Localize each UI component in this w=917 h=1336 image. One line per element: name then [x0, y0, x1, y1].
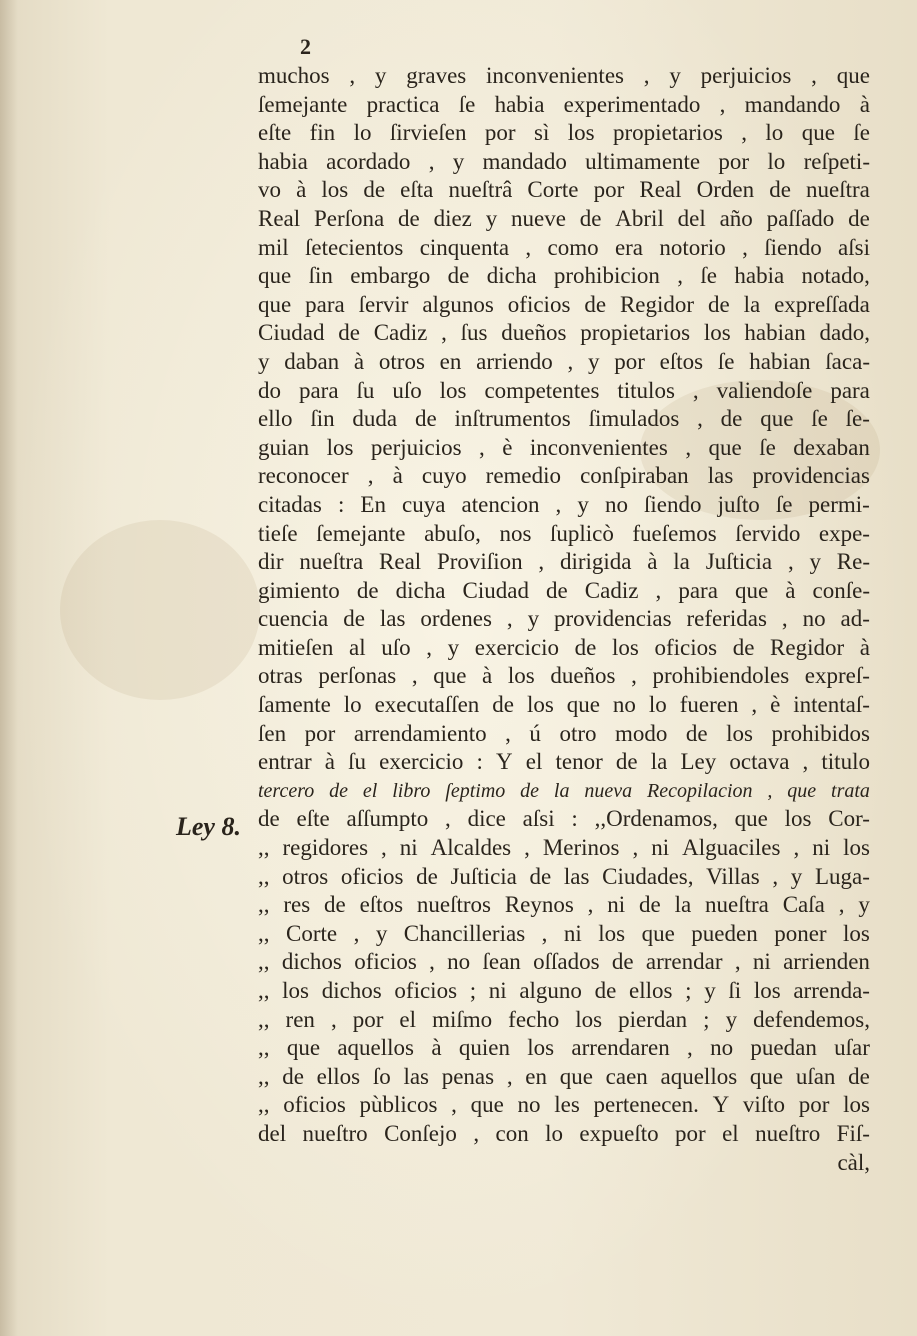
text-line: y daban à otros en arriendo , y por eſtos ſe habian ſaca-: [258, 348, 870, 374]
text-line: otras perſonas , que à los dueños , prohibiendoles expreſ-: [258, 663, 870, 689]
bleed-through-stain: [60, 520, 260, 700]
text-line: eſte fin lo ſirvieſen por sì los propietarios , lo que ſe: [258, 120, 870, 146]
text-line: ,, Corte , y Chancillerias , ni los que pueden poner los: [258, 920, 870, 946]
text-line: del nueſtro Conſejo , con lo expueſto por el nueſtro Fiſ-: [258, 1120, 870, 1146]
text-line: càl,: [837, 1149, 870, 1175]
text-line: do para ſu uſo los competentes titulos , valiendoſe para: [258, 377, 870, 403]
text-line: citadas : En cuya atencion , y no ſiendo juſto ſe permi-: [258, 491, 870, 517]
text-line: mitieſen al uſo , y exercicio de los oficios de Regidor à: [258, 634, 870, 660]
text-line: ſamente lo executaſſen de los que no lo fueren , è intentaſ-: [258, 692, 870, 718]
text-line: ,, los dichos oficios ; ni alguno de ellos ; y ſi los arrenda-: [258, 978, 870, 1003]
text-line: de eſte aſſumpto , dice aſsi : ,,Ordenamos, que los Cor-: [258, 806, 870, 832]
text-line: habia acordado , y mandado ultimamente por lo reſpeti-: [258, 148, 870, 174]
text-line: cuencia de las ordenes , y providencias referidas , no ad-: [258, 606, 870, 632]
text-line: ello ſin duda de inſtrumentos ſimulados , de que ſe ſe-: [258, 406, 870, 432]
text-line: ,, ren , por el miſmo fecho los pierdan ; y defendemos,: [258, 1006, 870, 1032]
page-fold-shadow: [0, 0, 18, 1336]
text-line: ,, otros oficios de Juſticia de las Ciudades, Villas , y Luga-: [258, 863, 870, 889]
text-line: reconocer , à cuyo remedio conſpiraban las providencias: [258, 463, 870, 489]
text-line: entrar à ſu exercicio : Y el tenor de la Ley octava , titulo: [258, 749, 870, 775]
text-line: guian los perjuicios , è inconvenientes , que ſe dexaban: [258, 434, 870, 460]
text-line: ,, regidores , ni Alcaldes , Merinos , ni Alguaciles , ni los: [258, 835, 870, 861]
text-line: Real Perſona de diez y nueve de Abril del año paſſado de: [258, 205, 870, 231]
page-number: 2: [300, 34, 311, 59]
text-line: ,, que aquellos à quien los arrendaren , no puedan uſar: [258, 1035, 870, 1061]
text-line: ,, res de eſtos nueſtros Reynos , ni de la nueſtra Caſa , y: [258, 892, 870, 918]
text-line: gimiento de dicha Ciudad de Cadiz , para que à conſe-: [258, 577, 870, 603]
text-line: muchos , y graves inconvenientes , y perjuicios , que: [258, 63, 870, 88]
text-line: ,, de ellos ſo las penas , en que caen aquellos que uſan de: [258, 1063, 870, 1089]
text-line: mil ſetecientos cinquenta , como era notorio , ſiendo aſsi: [258, 234, 870, 260]
text-line: ſemejante practica ſe habia experimentado , mandando à: [258, 91, 870, 117]
text-line: ,, dichos oficios , no ſean oſſados de arrendar , ni arrienden: [258, 949, 870, 975]
text-line: tieſe ſemejante abuſo, nos ſuplicò fueſemos ſervido expe-: [258, 520, 870, 546]
text-line: ſen por arrendamiento , ú otro modo de los prohibidos: [258, 720, 870, 746]
text-line: vo à los de eſta nueſtrâ Corte por Real Orden de nueſtra: [258, 177, 870, 203]
margin-note-ley: Ley 8.: [176, 812, 241, 841]
body-text: [258, 62, 870, 1177]
text-line: dir nueſtra Real Proviſion , dirigida à la Juſticia , y Re-: [258, 549, 870, 575]
text-line: que ſin embargo de dicha prohibicion , ſe habia notado,: [258, 263, 870, 289]
text-line: ,, oficios pùblicos , que no les pertenecen. Y viſto por los: [258, 1092, 870, 1118]
text-line: que para ſervir algunos oficios de Regidor de la expreſſada: [258, 291, 870, 317]
text-line: Ciudad de Cadiz , ſus dueños propietarios los habian dado,: [258, 320, 870, 346]
text-line: tercero de el libro ſeptimo de la nueva Recopilacion , que trata: [258, 779, 870, 802]
